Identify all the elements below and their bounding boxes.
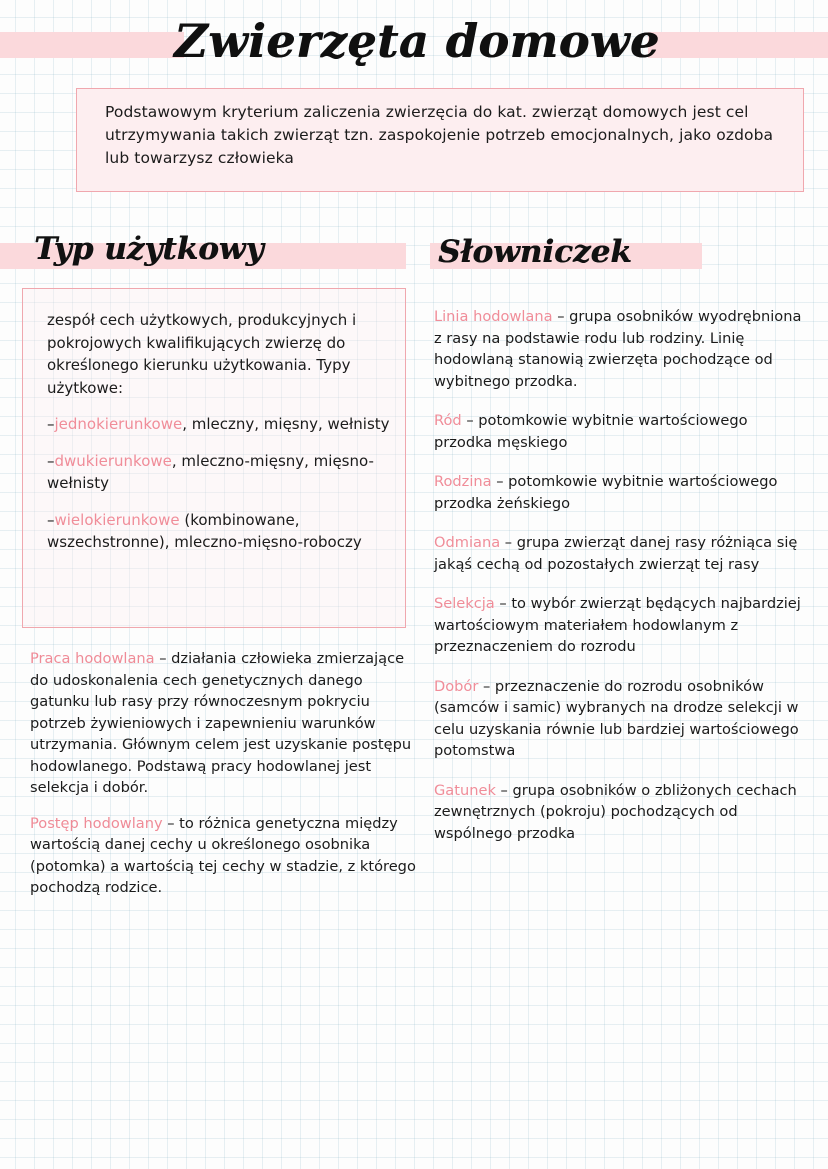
section-band-left-2 — [286, 243, 406, 269]
glossary-definition: – potomkowie wybitnie wartościowego przodka męskiego — [434, 412, 748, 451]
bullet-term: dwukierunkowe — [54, 451, 172, 470]
list-item — [47, 509, 391, 554]
section-heading-typ-uzytkowy: Typ użytkowy — [34, 231, 264, 267]
bullet-rest: (kombinowane, wszechstronne), mleczno-mięsno-roboczy — [47, 510, 362, 551]
title-band-right — [648, 32, 828, 58]
glossary-definition: – grupa osobników wyodrębniona z rasy na podstawie rodu lub rodziny. Linię hodowlaną stanowią zwierzęta pochodzące od wybitnego przodka. — [434, 308, 802, 390]
glossary-entry — [434, 471, 806, 514]
glossary-definition: – grupa zwierząt danej rasy różniąca się jakąś cechą od pozostałych zwierząt tej rasy — [434, 534, 798, 573]
list-item — [47, 450, 391, 495]
glossary-definition: – to wybór zwierząt będących najbardziej wartościowym materiałem hodowlanym z przeznaczeniem do rozrodu — [434, 595, 801, 655]
glossary-entry — [434, 676, 806, 762]
glossary-term: Selekcja — [434, 595, 495, 612]
list-item — [47, 413, 391, 436]
glossary-entry — [434, 780, 806, 845]
glossary-entry — [434, 532, 806, 575]
glossary-entry — [434, 593, 806, 658]
glossary-term: Ród — [434, 412, 462, 429]
dash: – — [47, 415, 55, 433]
glossary-term: Dobór — [434, 677, 479, 695]
page-title: Zwierzęta domowe — [174, 14, 660, 68]
intro-box — [76, 88, 804, 192]
note-term: Postęp hodowlany — [30, 814, 163, 832]
glossary-entry — [434, 306, 806, 392]
bullet-rest: , mleczny, mięsny, wełnisty — [182, 415, 390, 433]
intro-text: Podstawowym kryterium zaliczenia zwierzęcia do kat. zwierząt domowych jest cel utrzymywania takich zwierząt tzn. zaspokojenie potrzeb emocjonalnych, jako ozdoba lub towarzysz człowieka — [105, 103, 774, 167]
glossary-term: Gatunek — [434, 781, 496, 799]
note-term: Praca hodowlana — [30, 650, 155, 667]
note-paragraph — [30, 648, 420, 799]
bullet-rest: , mleczno-mięsny, mięsno-wełnisty — [47, 451, 374, 492]
glossary-definition: – potomkowie wybitnie wartościowego przodka żeńskiego — [434, 473, 778, 512]
glossary-list — [434, 306, 806, 862]
glossary-term: Odmiana — [434, 534, 501, 551]
dash: – — [47, 510, 55, 529]
section-heading-slowniczek: Słowniczek — [438, 234, 632, 270]
glossary-term: Rodzina — [434, 473, 492, 490]
typ-definition: zespół cech użytkowych, produkcyjnych i pokrojowych kwalifikujących zwierzę do określonego kierunku użytkowania. Typy użytkowe: — [47, 311, 357, 397]
glossary-definition: – grupa osobników o zbliżonych cechach zewnętrznych (pokroju) pochodzących od wspólnego przodka — [434, 781, 797, 842]
typ-uzytkowy-box — [22, 288, 406, 628]
glossary-term: Linia hodowlana — [434, 308, 553, 325]
left-column-notes — [30, 648, 420, 913]
glossary-entry — [434, 410, 806, 453]
note-body: – działania człowieka zmierzające do udoskonalenia cech genetycznych danego gatunku lub rasy przy równoczesnym pokryciu potrzeb żywieniowych i zapewnieniu warunków utrzymania. Głównym celem jest uzyskanie postępu hodowlanego. Podstawą pracy hodowlanej jest selekcja i dobór. — [30, 650, 412, 796]
glossary-definition: – przeznaczenie do rozrodu osobników (samców i samic) wybranych na drodze selekcji w celu uzyskania równie lub bardziej wartościowego potomstwa — [434, 677, 799, 759]
bullet-term: wielokierunkowe — [54, 510, 180, 529]
note-paragraph — [30, 813, 420, 899]
title-band-left — [0, 32, 184, 58]
dash: – — [47, 451, 55, 470]
note-body: – to różnica genetyczna między wartością danej cechy u określonego osobnika (potomka) a wartością tej cechy w stadzie, z którego pochodzą rodzice. — [30, 814, 416, 896]
bullet-term: jednokierunkowe — [54, 415, 183, 433]
